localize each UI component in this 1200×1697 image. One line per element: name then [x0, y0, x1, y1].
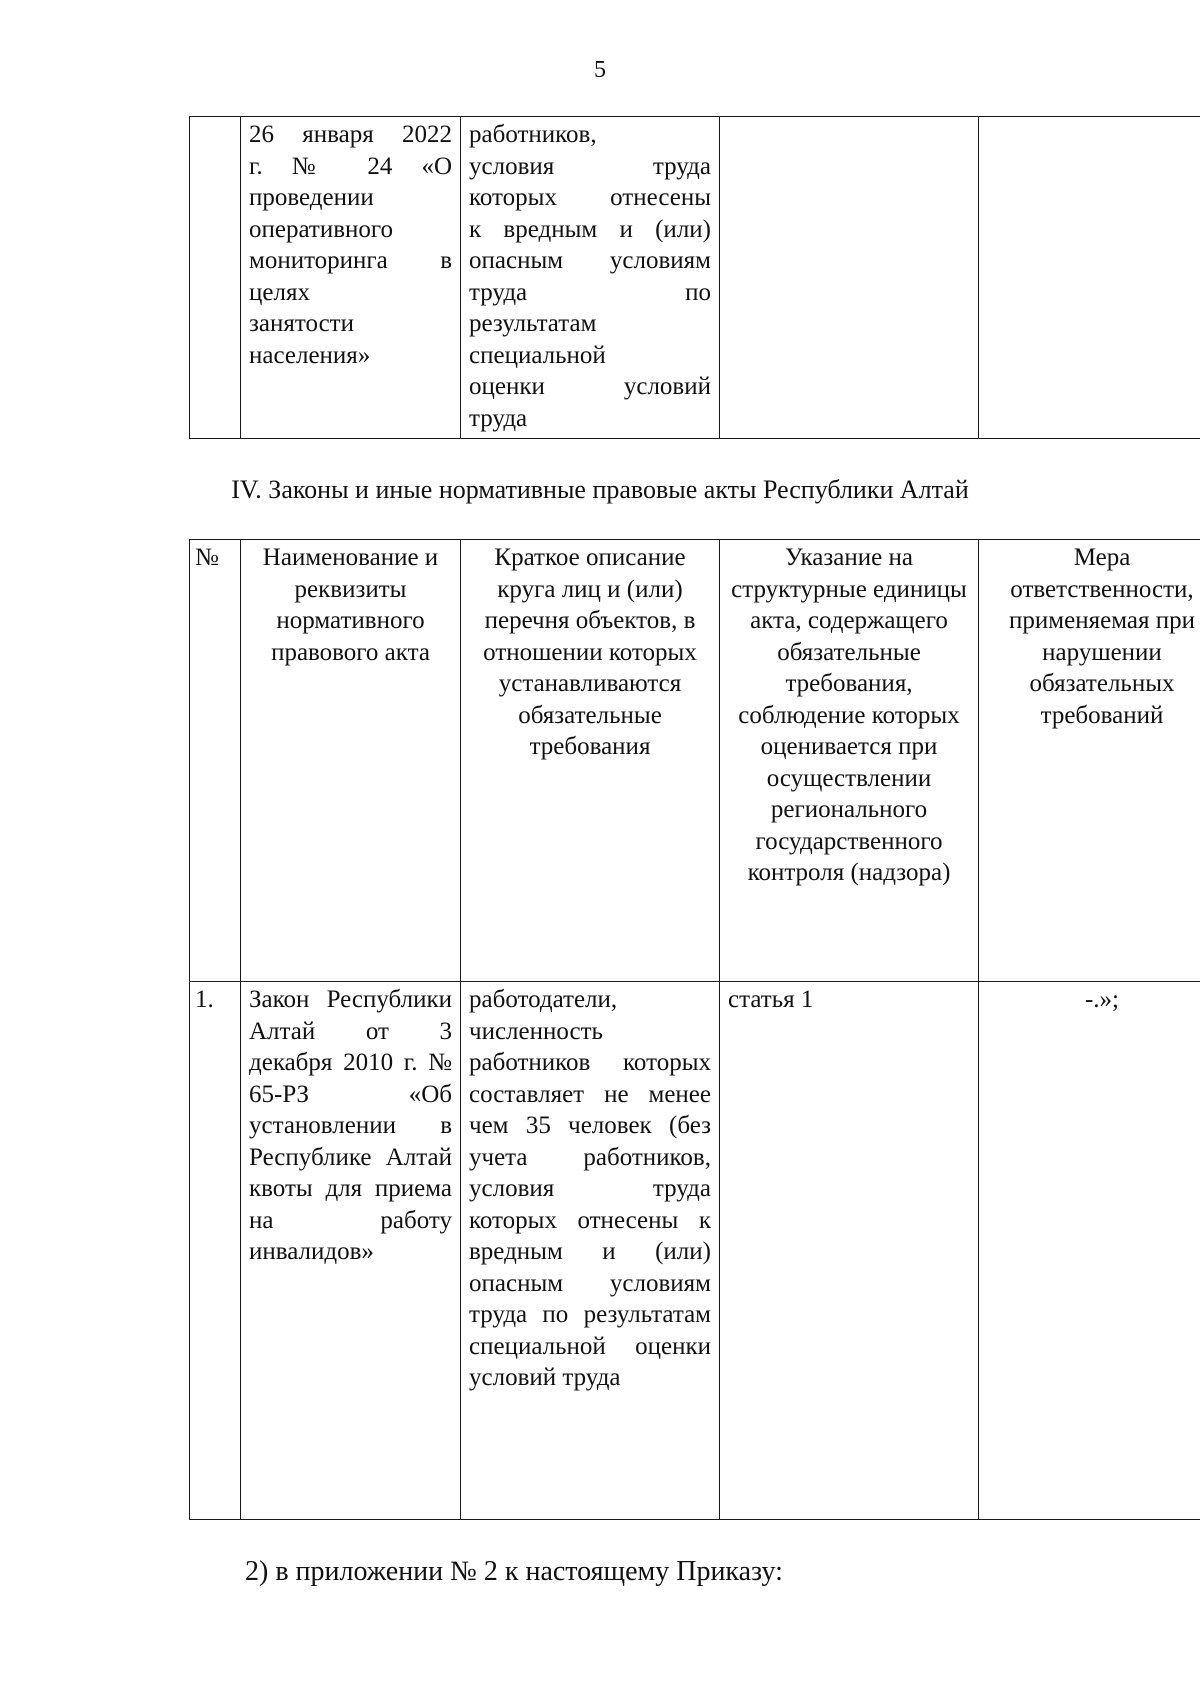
header-liability: Мера ответственности, применяемая при нарушении обязательных требований: [979, 540, 1200, 982]
name-line: целях: [249, 278, 310, 306]
desc-line: труда: [469, 404, 528, 432]
desc-line: которых отнесены: [469, 184, 711, 211]
table-row: [190, 982, 1200, 1520]
num-cell: [190, 117, 241, 439]
desc-line: оценки условий: [469, 373, 711, 400]
row-num: 1.: [190, 982, 241, 1520]
row-desc: работодатели, численность работников которых составляет не менее чем 35 человек (без учета работников, условия труда которых отнесены к вредным и (или) опасным условиям труда по результатам специальной оценки условий труда: [461, 982, 720, 1520]
trailing-paragraph: 2) в приложении № 2 к настоящему Приказу:: [245, 1556, 783, 1587]
header-num: №: [190, 540, 241, 982]
desc-cell: [461, 117, 720, 439]
table-row: [190, 117, 1200, 439]
header-row: [190, 540, 1200, 982]
header-unit: Указание на структурные единицы акта, содержащего обязательные требования, соблюдение которых оценивается при осуществлении регионального государственного контроля (надзора): [720, 540, 979, 982]
desc-line: специальной: [469, 341, 606, 369]
desc-line: результатам: [469, 310, 597, 337]
row-unit: статья 1: [720, 982, 979, 1520]
name-cell: [241, 117, 461, 439]
name-line: населения»: [249, 341, 371, 369]
row-name: Закон Республики Алтай от 3 декабря 2010 г. № 65-РЗ «Об установлении в Республике Алтай квоты для приема на работу инвалидов»: [241, 982, 461, 1520]
row-liability: -.»;: [979, 982, 1200, 1520]
continuation-table: [189, 116, 1200, 439]
name-line: 26 января 2022: [249, 121, 452, 148]
header-desc: Краткое описание круга лиц и (или) перечня объектов, в отношении которых устанавливаются обязательные требования: [461, 540, 720, 982]
name-line: г. № 24 «О: [249, 152, 452, 180]
requirements-table: [189, 539, 1200, 1520]
desc-line: работников,: [469, 121, 597, 148]
unit-cell: [720, 117, 979, 439]
name-line: проведении: [249, 184, 374, 211]
desc-line: к вредным и (или): [469, 215, 711, 243]
page-number: 5: [594, 57, 606, 83]
name-line: оперативного: [249, 215, 394, 243]
desc-line: условия труда: [469, 152, 711, 180]
name-line: мониторинга в: [249, 247, 452, 274]
header-name: Наименование и реквизиты нормативного правового акта: [241, 540, 461, 982]
desc-line: опасным условиям: [469, 247, 711, 274]
liability-cell: [979, 117, 1200, 439]
name-line: занятости: [249, 310, 354, 337]
section-title: IV. Законы и иные нормативные правовые акты Республики Алтай: [231, 475, 969, 504]
desc-line: труда по: [469, 278, 711, 306]
